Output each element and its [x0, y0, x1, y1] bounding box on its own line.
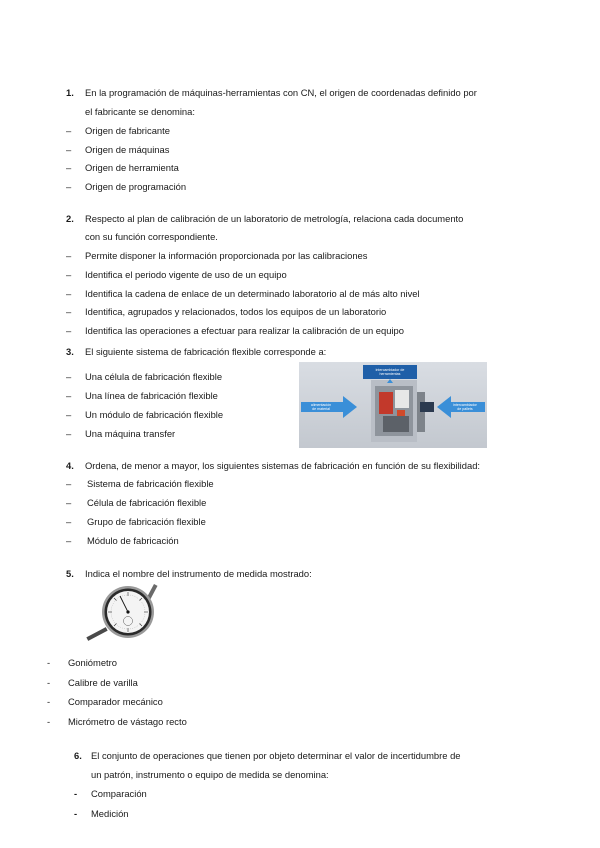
option-label: Permite disponer la información proporcionada por las calibraciones — [85, 250, 368, 261]
option-label: Módulo de fabricación — [87, 535, 179, 546]
dash-bullet: – — [66, 409, 72, 420]
dash-bullet: – — [66, 428, 72, 439]
dash-bullet: – — [66, 371, 72, 382]
option-label: Una línea de fabricación flexible — [85, 390, 218, 401]
option-label: Identifica, agrupados y relacionados, todos los equipos de un laboratorio — [85, 306, 387, 317]
dash-bullet: – — [66, 269, 72, 280]
option-label: Identifica las operaciones a efectuar para realizar la calibración de un equipo — [85, 325, 404, 336]
option-label: Sistema de fabricación flexible — [87, 478, 214, 489]
dash-bullet: – — [66, 497, 72, 508]
option-label: Célula de fabricación flexible — [87, 497, 207, 508]
option-label: Un módulo de fabricación flexible — [85, 409, 224, 420]
question-number: 3. — [66, 346, 74, 357]
dash-bullet: – — [66, 125, 72, 136]
dash-bullet: – — [66, 478, 72, 489]
option-label: Comparación — [91, 788, 147, 799]
question-text: con su función correspondiente. — [85, 231, 218, 242]
option-label: Una máquina transfer — [85, 428, 176, 439]
dash-bullet: – — [66, 306, 72, 317]
dash-bullet: – — [66, 250, 72, 261]
dash-bullet: - — [47, 696, 51, 707]
dash-bullet: - — [47, 657, 51, 668]
question-text: El conjunto de operaciones que tienen por objeto determinar el valor de incertidumbre de — [91, 750, 461, 761]
svg-text:alimentaciónde material: alimentación de material — [310, 403, 332, 411]
option-label: Identifica la cadena de enlace de un determinado laboratorio al de más alto nivel — [85, 288, 420, 299]
option-label: Origen de fabricante — [85, 125, 170, 136]
option-label: Grupo de fabricación flexible — [87, 516, 206, 527]
dash-bullet: – — [66, 516, 72, 527]
question-number: 2. — [66, 213, 74, 224]
question-text: Respecto al plan de calibración de un laboratorio de metrología, relaciona cada documento — [85, 213, 464, 224]
question-number: 4. — [66, 460, 74, 471]
question-text: En la programación de máquinas-herramientas con CN, el origen de coordenadas definido por — [85, 87, 477, 98]
option-label: Calibre de varilla — [68, 677, 138, 688]
flexible-manufacturing-system-image — [299, 362, 487, 448]
question-number: 5. — [66, 568, 74, 579]
option-label: Una célula de fabricación flexible — [85, 371, 223, 382]
option-label: Origen de máquinas — [85, 144, 170, 155]
svg-text:intercambiador deherramientas: intercambiador de herramientas — [375, 368, 405, 376]
option-label: Origen de programación — [85, 181, 187, 192]
dash-bullet: - — [74, 788, 78, 799]
question-text: El siguiente sistema de fabricación flexible corresponde a: — [85, 346, 327, 357]
dash-bullet: – — [66, 181, 72, 192]
option-label: Comparador mecánico — [68, 696, 163, 707]
question-text: Ordena, de menor a mayor, los siguientes sistemas de fabricación en función de su flexibilidad: — [85, 460, 481, 471]
question-number: 6. — [74, 750, 82, 761]
dash-bullet: – — [66, 325, 72, 336]
option-label: Goniómetro — [68, 657, 117, 668]
dash-bullet: – — [66, 144, 72, 155]
option-label: Identifica el periodo vigente de uso de un equipo — [85, 269, 287, 280]
dash-bullet: - — [74, 808, 78, 819]
dash-bullet: – — [66, 162, 72, 173]
dash-bullet: - — [47, 716, 51, 727]
question-text: un patrón, instrumento o equipo de medida se denomina: — [91, 769, 329, 780]
question-text: Indica el nombre del instrumento de medida mostrado: — [85, 568, 312, 579]
dash-bullet: – — [66, 390, 72, 401]
option-label: Origen de herramienta — [85, 162, 179, 173]
dash-bullet: - — [47, 677, 51, 688]
svg-text:intercambiadorde pallets: intercambiador de pallets — [453, 403, 477, 411]
option-label: Medición — [91, 808, 129, 819]
dash-bullet: – — [66, 535, 72, 546]
dial-indicator-image — [86, 582, 168, 644]
question-text: el fabricante se denomina: — [85, 106, 195, 117]
option-label: Micrómetro de vástago recto — [68, 716, 187, 727]
question-number: 1. — [66, 87, 74, 98]
dash-bullet: – — [66, 288, 72, 299]
